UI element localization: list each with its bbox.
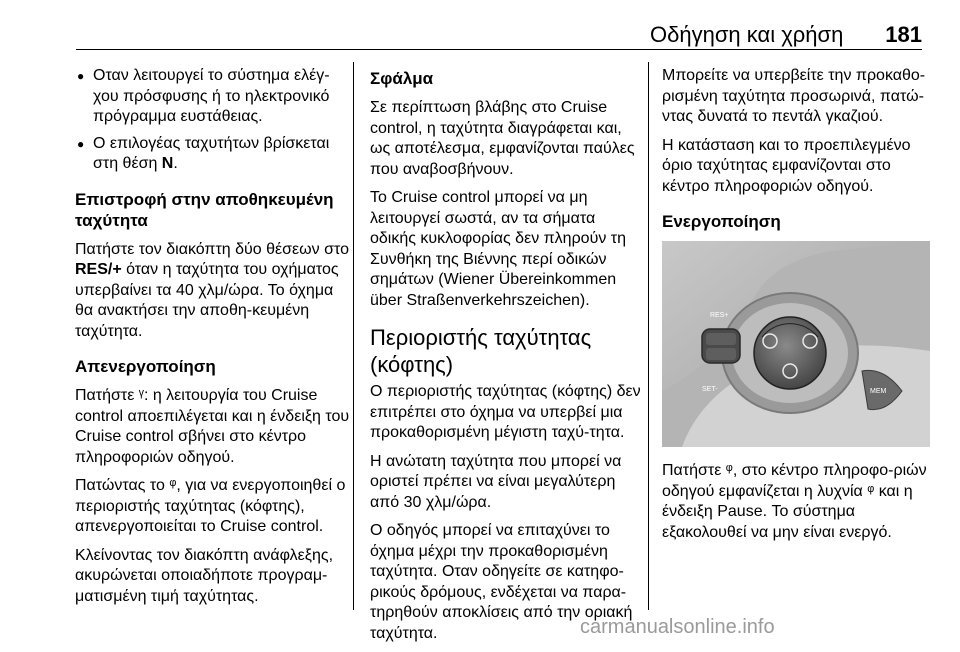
heading-resume-speed: Επιστροφή στην αποθηκευμένη ταχύτητα bbox=[75, 189, 334, 230]
page-number: 181 bbox=[885, 22, 922, 47]
header-rule bbox=[76, 49, 922, 50]
paragraph: Η κατάσταση και το προεπιλεγμένο όριο ταχύτητας εμφανίζονται στο κέντρο πληροφοριών οδηγού. bbox=[662, 136, 911, 195]
paragraph: Κλείνοντας τον διακόπτη ανάφλεξης, ακυρώνεται οποιαδήποτε προγραμ‐ματισμένη τιμή ταχύτητας. bbox=[75, 546, 334, 605]
header-title: Οδήγηση και χρήση bbox=[650, 22, 844, 47]
heading-speed-limiter: Περιοριστής ταχύτητας (κόφτης) bbox=[370, 325, 592, 377]
column-divider-1 bbox=[353, 62, 354, 610]
heading-deactivation: Απενεργοποίηση bbox=[75, 357, 216, 376]
speed-limiter-indicator-icon: ᵠ bbox=[867, 482, 875, 500]
cruise-off-icon: ᵞ bbox=[138, 387, 144, 404]
paragraph: Ο περιοριστής ταχύτητας (κόφτης) δεν επιτρέπει στο όχημα να υπερβεί μια προκαθορισμένη μέγιστη ταχύ‐τητα. bbox=[370, 383, 641, 441]
set-label: SET- bbox=[702, 386, 718, 393]
paragraph: Πατώντας το ᵠ, για να ενεργοποιηθεί ο περιοριστής ταχύτητας (κόφτης), απενεργοποιείται το Cruise control. bbox=[75, 477, 346, 535]
speed-limiter-icon: ᵠ bbox=[169, 477, 177, 494]
column-divider-2 bbox=[648, 62, 649, 610]
speed-limiter-icon: ᵠ bbox=[725, 462, 733, 479]
gear-position: N bbox=[161, 155, 174, 172]
column-3 bbox=[662, 66, 930, 551]
paragraph: Πατήστε τον διακόπτη δύο θέσεων στο RES/+ όταν η ταχύτητα του οχήματος υπερβαίνει τα 40 χλμ/ώρα. Το όχημα θα ανακτήσει την αποθη‐κευμένη ταχύτητα. bbox=[75, 240, 349, 340]
list-item: ● Ο επιλογέας ταχυτήτων βρίσκεται στη θέση N. bbox=[75, 134, 350, 175]
heading-fault: Σφάλμα bbox=[370, 69, 434, 88]
paragraph: Η ανώτατη ταχύτητα που μπορεί να οριστεί πρέπει να είναι μεγαλύτερη από 30 χλμ/ώρα. bbox=[370, 452, 622, 511]
heading-activation: Ενεργοποίηση bbox=[662, 212, 781, 231]
paragraph: Μπορείτε να υπερβείτε την προκαθο‐ρισμένη ταχύτητα προσωρινά, πατώ‐ντας δυνατά το πεντάλ γκαζιού. bbox=[662, 67, 926, 125]
paragraph: Πατήστε ᵠ, στο κέντρο πληροφο‐ριών οδηγού εμφανίζεται η λυχνία ᵠ και η ένδειξη Pause. Το σύστημα εξακολουθεί να μην είναι ενεργό. bbox=[662, 462, 927, 541]
paragraph: Το Cruise control μπορεί να μη λειτουργεί σωστά, αν τα σήματα οδικής κυκλοφορίας δεν πληρούν τη Συνθήκη της Βιέννης περί οδικών σημάτων (Wiener Übereinkommen über Straßenverkehrszeichen). bbox=[370, 189, 626, 309]
res-label: RES+ bbox=[710, 312, 729, 319]
column-2 bbox=[370, 66, 645, 652]
res-key-label: RES/+ bbox=[75, 261, 122, 278]
steering-wheel-controls-illustration bbox=[662, 241, 930, 447]
paragraph: Σε περίπτωση βλάβης στο Cruise control, η ταχύτητα διαγράφεται και, ως αποτέλεσμα, εμφανίζονται παύλες που αναβοσβήνουν. bbox=[370, 99, 635, 178]
mem-label: MEM bbox=[870, 388, 887, 395]
column-1 bbox=[75, 66, 350, 615]
watermark: carmanualsonline.info bbox=[580, 616, 775, 638]
list-item: ● Οταν λειτουργεί το σύστημα ελέγ‐χου πρόσφυσης ή το ηλεκτρονικό πρόγραμμα ευστάθειας. bbox=[75, 66, 350, 128]
paragraph: Ο οδηγός μπορεί να επιταχύνει το όχημα μέχρι την προκαθορισμένη ταχύτητα. Οταν οδηγείτε σε κατηφο‐ρικούς δρόμους, ενδέχεται να παρα‐τηρηθούν αποκλίσεις από την οριακή ταχύτητα. bbox=[370, 522, 633, 642]
paragraph: Πατήστε ᵞ: η λειτουργία του Cruise control αποεπιλέγεται και η ένδειξη του Cruise control σβήνει στο κέντρο πληροφοριών οδηγού. bbox=[75, 387, 350, 466]
bullet-list bbox=[75, 66, 350, 175]
